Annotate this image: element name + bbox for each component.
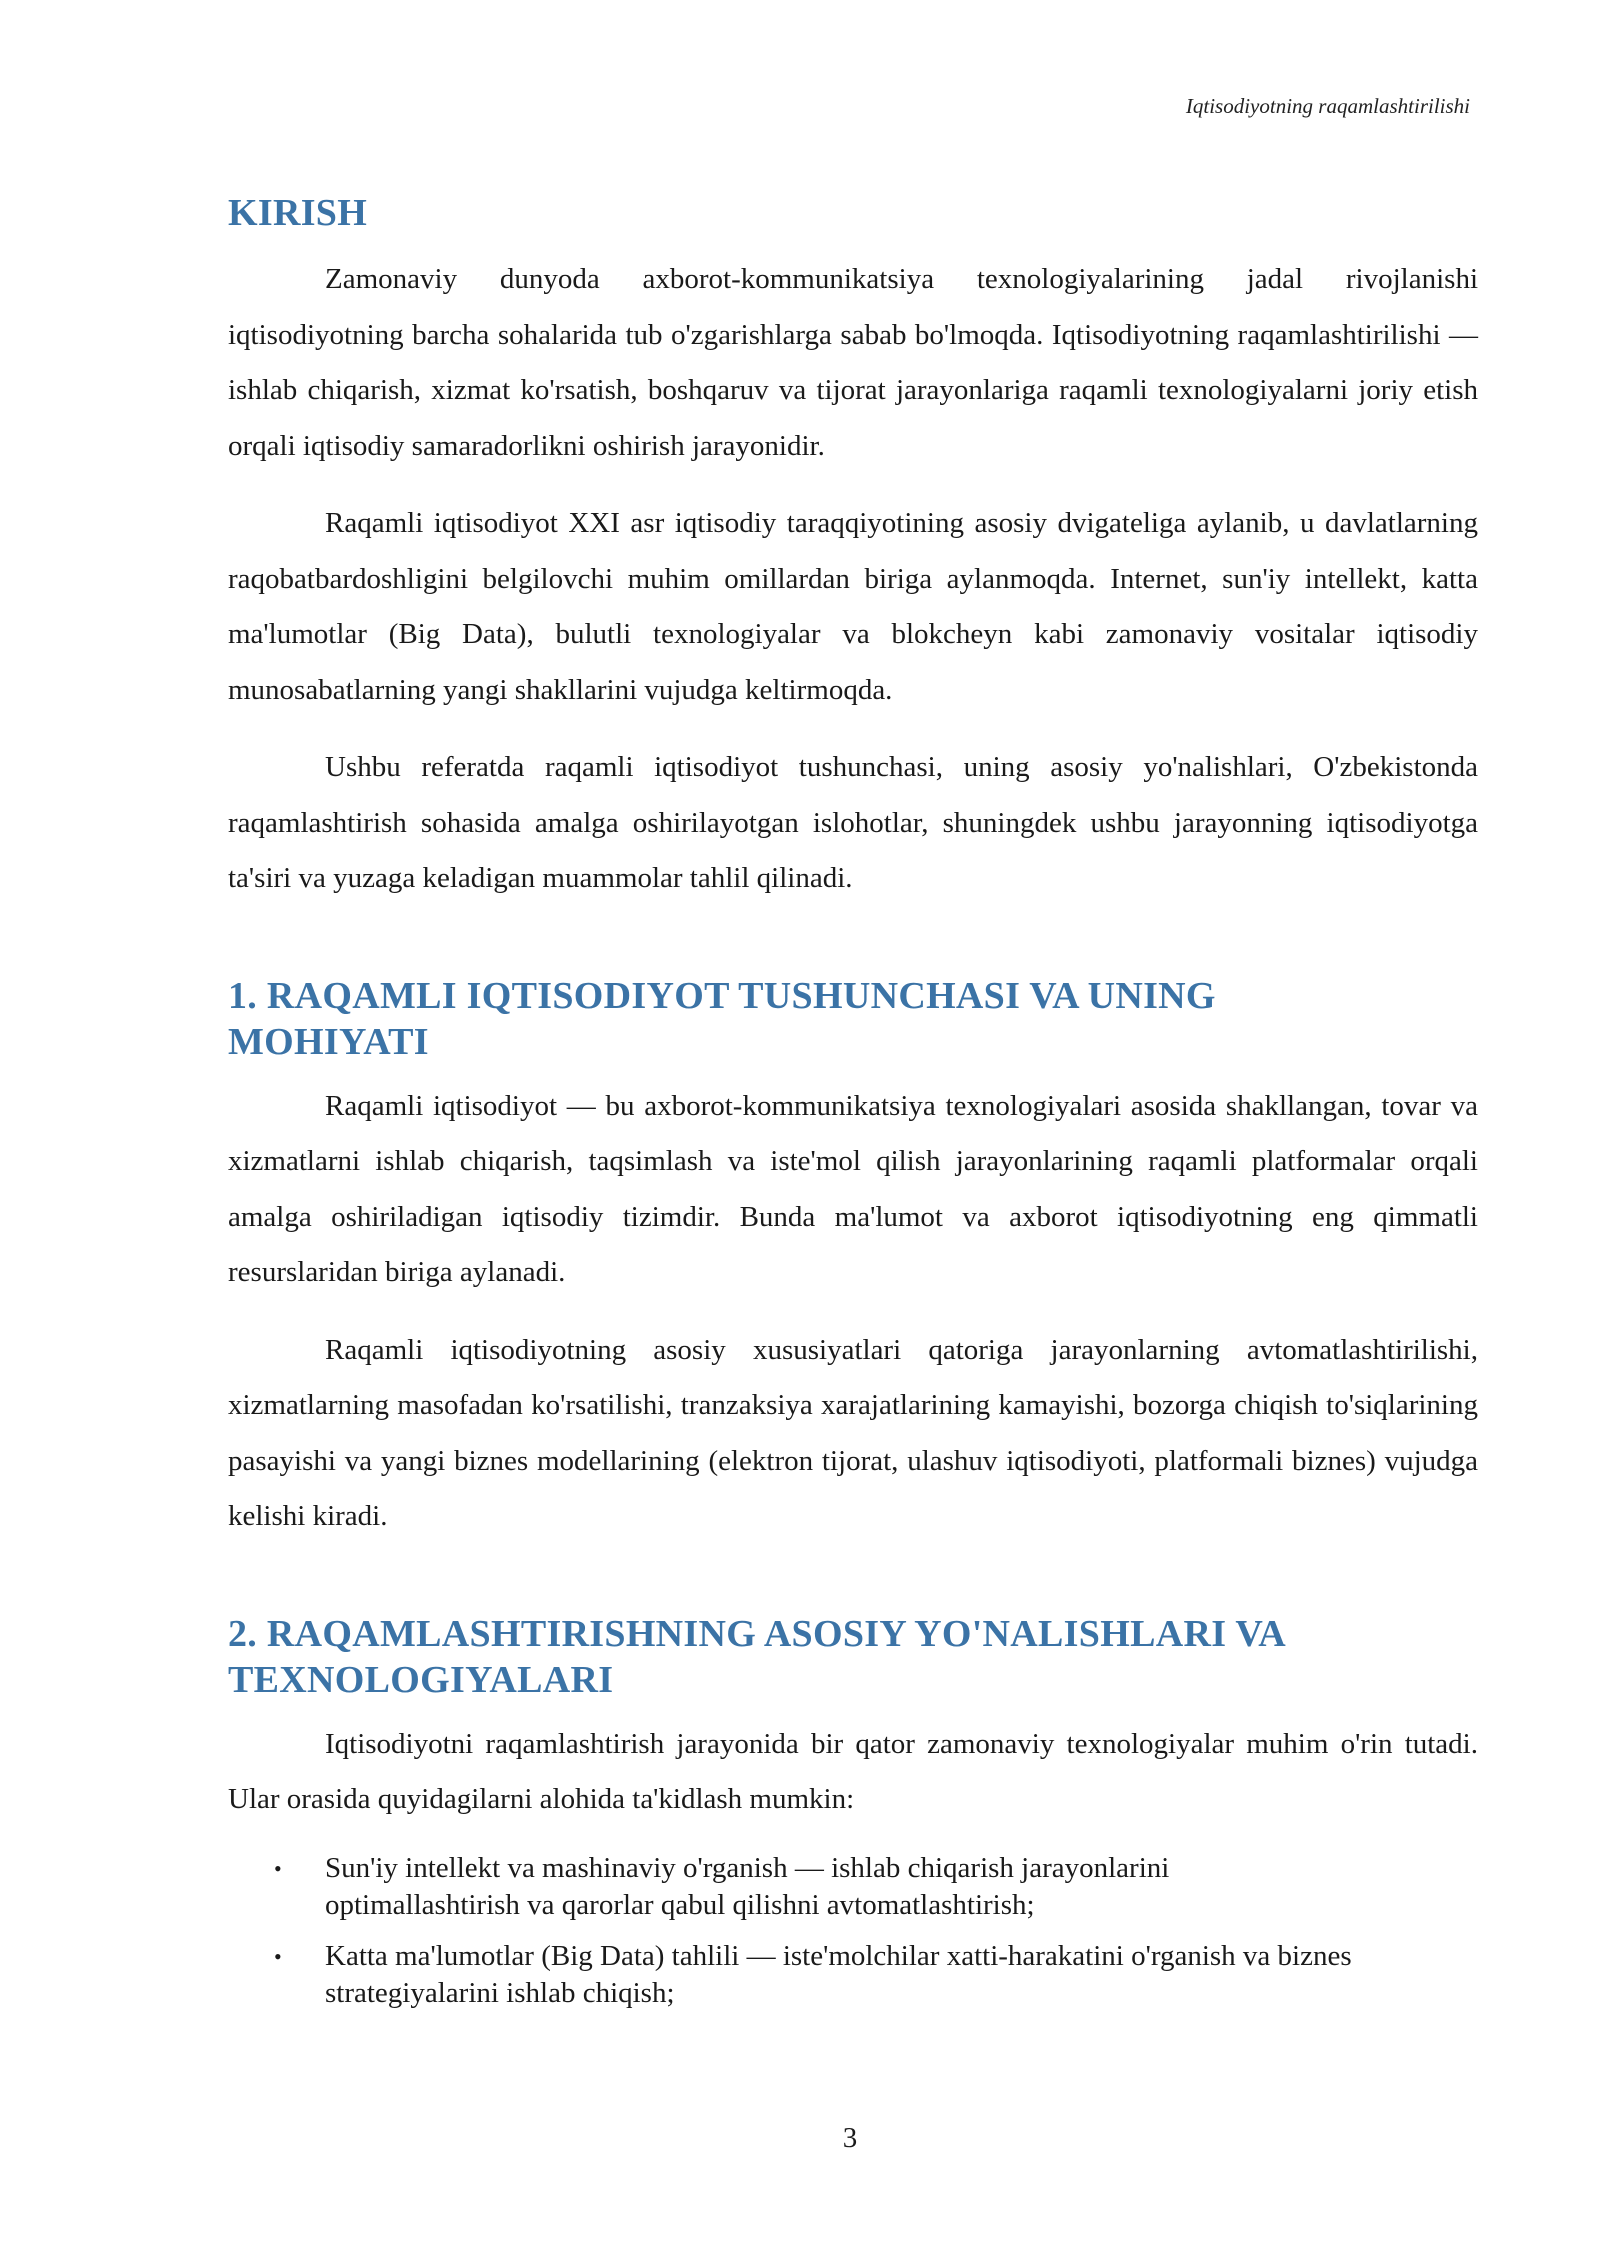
section-heading-2-line1: 2. RAQAMLASHTIRISHNING ASOSIY YO'NALISHLARI VA: [228, 1612, 1286, 1655]
section-heading-2: [228, 1611, 1478, 1703]
page-content: [228, 190, 1478, 2026]
list-item: [228, 1938, 1478, 2012]
bullet-list: [228, 1850, 1478, 2012]
list-item-line1: Katta ma'lumotlar (Big Data) tahlili — iste'molchilar xatti-harakatini o'rganish va biznes: [325, 1939, 1352, 1972]
running-header: Iqtisodiyotning raqamlashtirilishi: [1185, 94, 1470, 118]
paragraph: Zamonaviy dunyoda axborot-kommunikatsiya texnologiyalarining jadal rivojlanishi iqtisodiyotning barcha sohalarida tub o'zgarishlarga sabab bo'lmoqda. Iqtisodiyotning raqamlashtirilishi — ishlab chiqarish, xizmat ko'rsatish, boshqaruv va tijorat jarayonlariga raqamli texnologiyalarni joriy etish orqali iqtisodiy samaradorlikni oshirish jarayonidir.: [228, 263, 1478, 462]
list-item-line2: optimallashtirish va qarorlar qabul qilishni avtomatlashtirish;: [325, 1888, 1035, 1921]
section-heading-1-line1: 1. RAQAMLI IQTISODIYOT TUSHUNCHASI VA UNING: [228, 974, 1216, 1017]
section-heading-1-line2: MOHIYATI: [228, 1020, 429, 1063]
section-heading-1: [228, 973, 1478, 1065]
page-number: 3: [842, 2122, 858, 2154]
bullet-marker: •: [274, 1943, 282, 1969]
paragraph: Iqtisodiyotni raqamlashtirish jarayonida bir qator zamonaviy texnologiyalar muhim o'rin tutadi. Ular orasida quyidagilarni alohida ta'kidlash mumkin:: [228, 1727, 1478, 1815]
paragraph: Ushbu referatda raqamli iqtisodiyot tushunchasi, uning asosiy yo'nalishlari, O'zbekistonda raqamlashtirish sohasida amalga oshirilayotgan islohotlar, shuningdek ushbu jarayonning iqtisodiyotga ta'siri va yuzaga keladigan muammolar tahlil qilinadi.: [228, 751, 1478, 894]
paragraph: Raqamli iqtisodiyot — bu axborot-kommunikatsiya texnologiyalari asosida shakllangan, tovar va xizmatlarni ishlab chiqarish, taqsimlash va iste'mol qilish jarayonlarining raqamli platformalar orqali amalga oshiriladigan iqtisodiy tizimdir. Bunda ma'lumot va axborot iqtisodiyotning eng qimmatli resurslaridan biriga aylanadi.: [228, 1089, 1478, 1288]
list-item-line1: Sun'iy intellekt va mashinaviy o'rganish — ishlab chiqarish jarayonlarini: [325, 1851, 1170, 1884]
section-heading-2-line2: TEXNOLOGIYALARI: [228, 1658, 614, 1701]
section-heading-kirish: KIRISH: [228, 192, 368, 234]
paragraph: Raqamli iqtisodiyot XXI asr iqtisodiy taraqqiyotining asosiy dvigateliga aylanib, u davlatlarning raqobatbardoshligini belgilovchi muhim omillardan biriga aylanmoqda. Internet, sun'iy intellekt, katta ma'lumotlar (Big Data), bulutli texnologiyalar va blokcheyn kabi zamonaviy vositalar iqtisodiy munosabatlarning yangi shakllarini vujudga keltirmoqda.: [228, 507, 1478, 706]
paragraph: Raqamli iqtisodiyotning asosiy xususiyatlari qatoriga jarayonlarning avtomatlashtirilishi, xizmatlarning masofadan ko'rsatilishi, tranzaksiya xarajatlarining kamayishi, bozorga chiqish to'siqlarining pasayishi va yangi biznes modellarining (elektron tijorat, ulashuv iqtisodiyoti, platformali biznes) vujudga kelishi kiradi.: [228, 1333, 1478, 1532]
list-item-line2: strategiyalarini ishlab chiqish;: [325, 1976, 675, 2009]
bullet-marker: •: [274, 1855, 282, 1881]
list-item: [228, 1850, 1478, 1924]
